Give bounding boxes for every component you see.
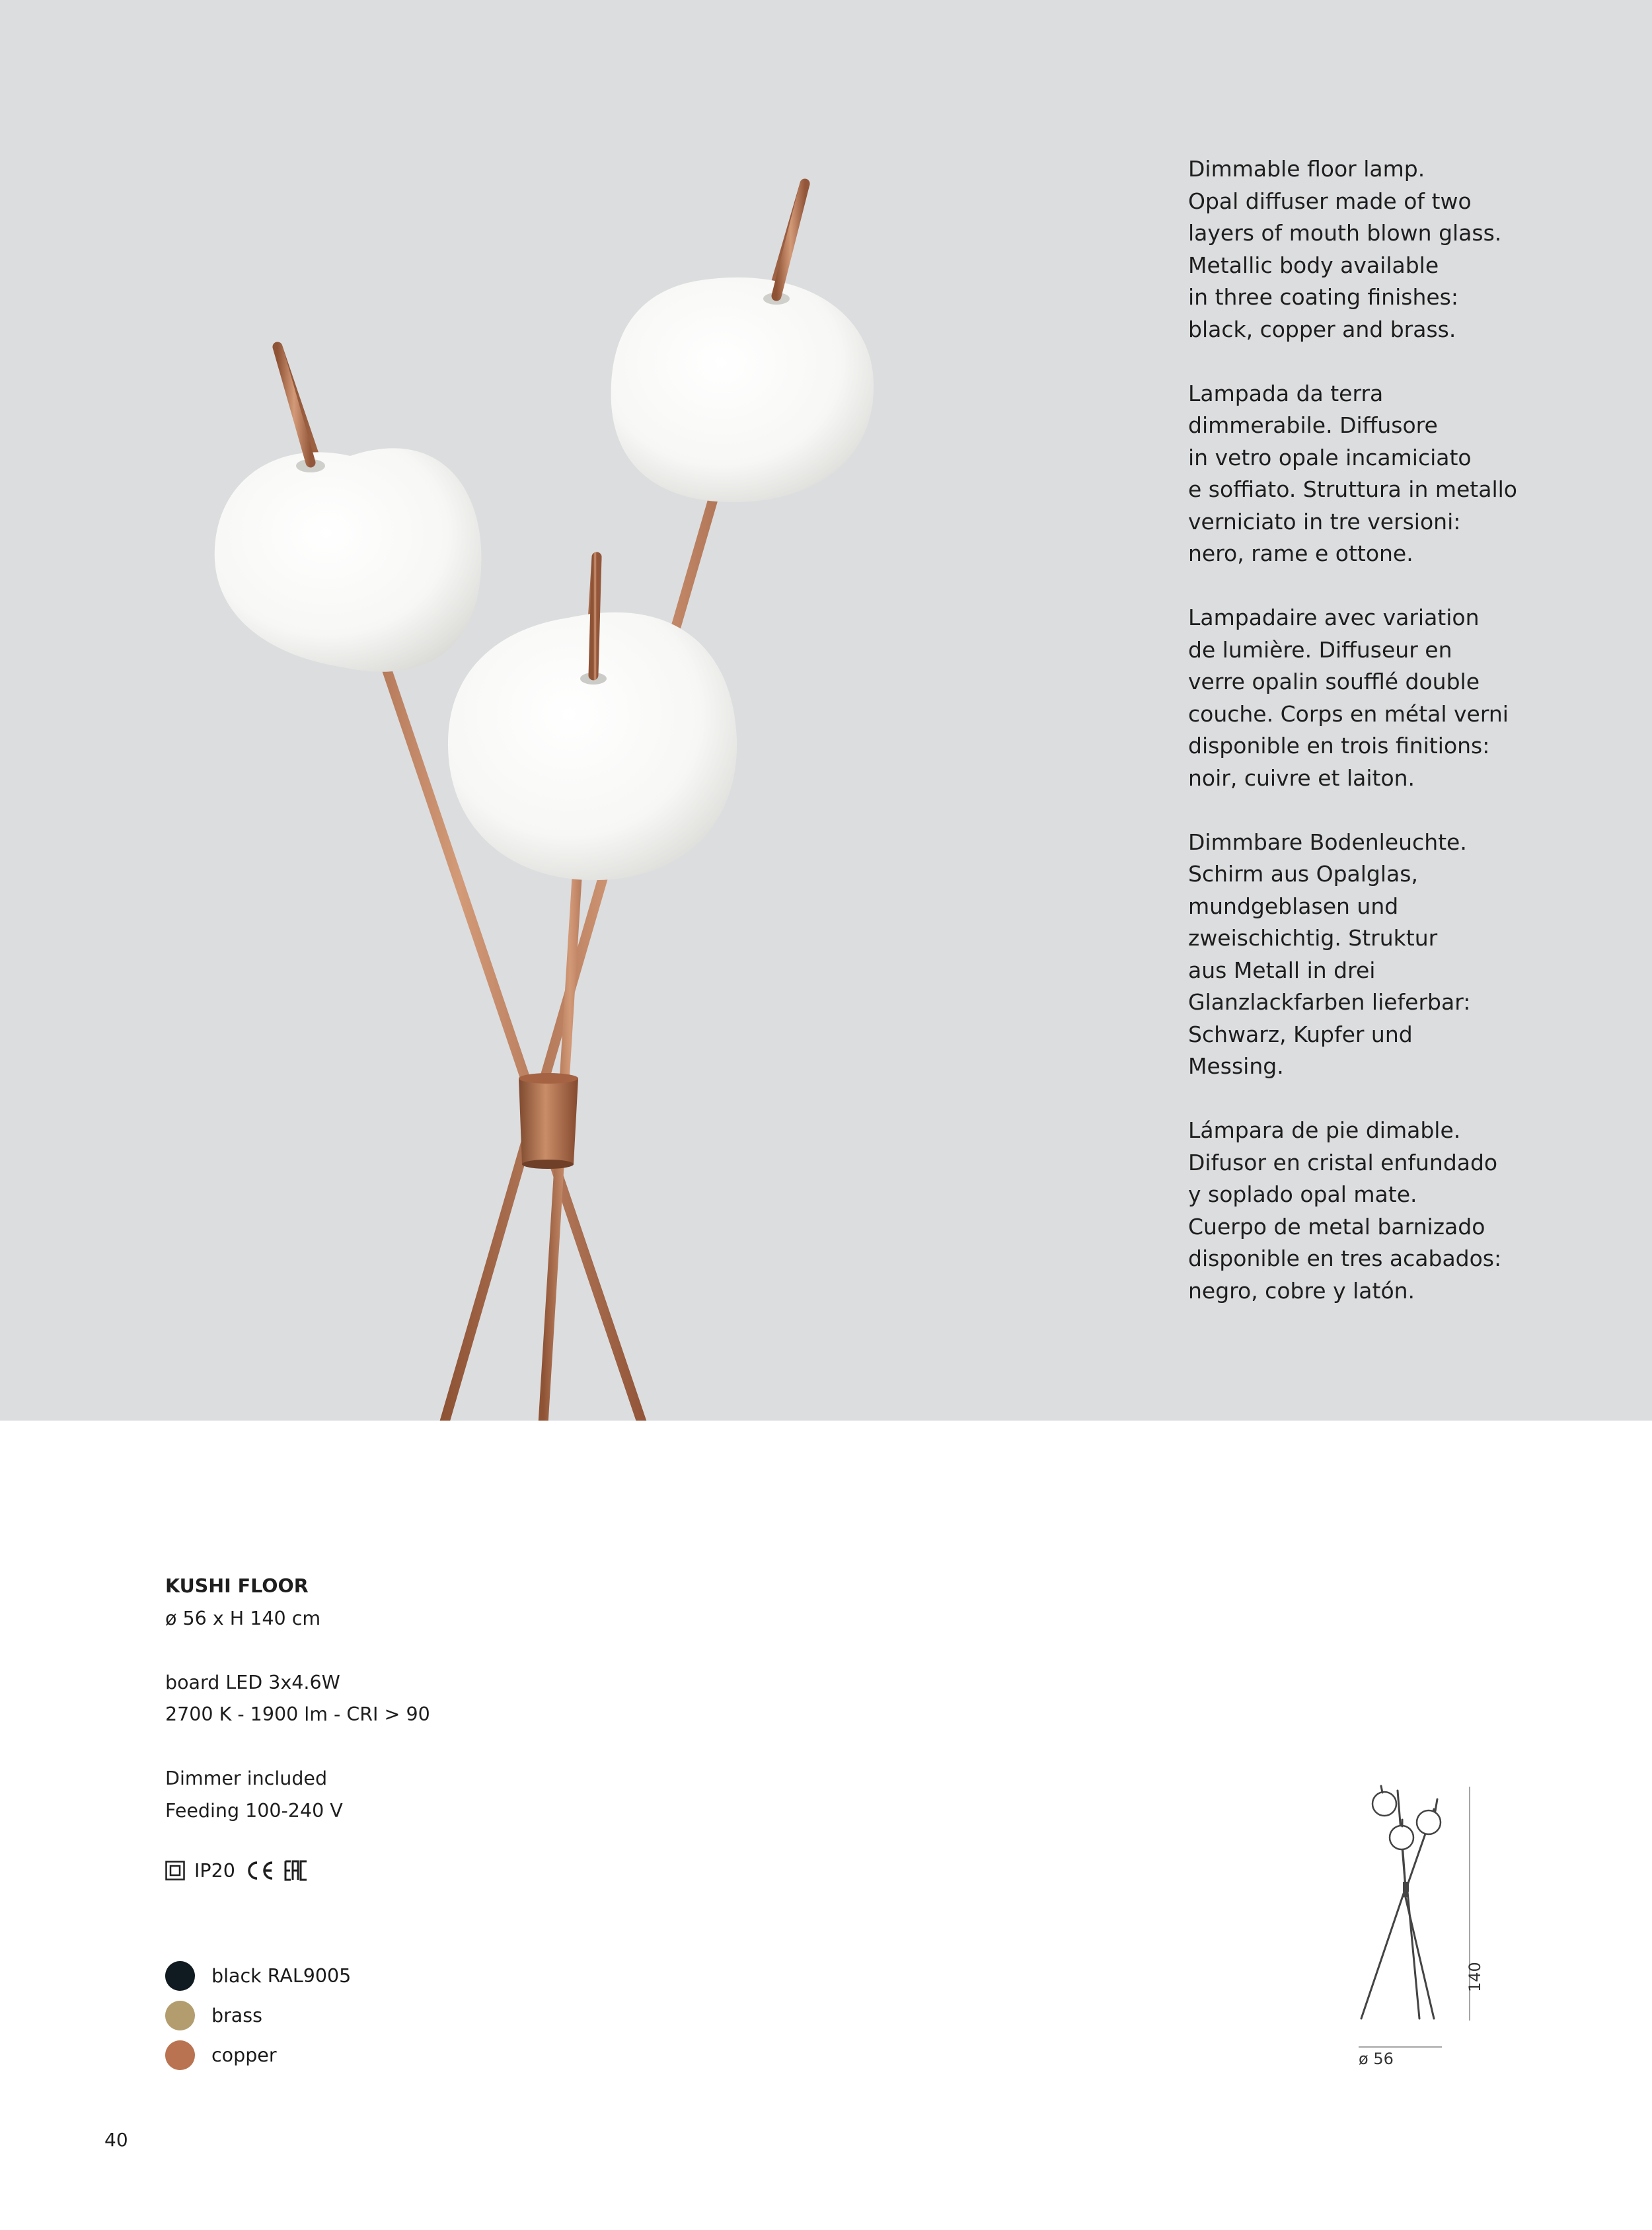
product-description (1188, 153, 1611, 1339)
product-dimensions: ø 56 x H 140 cm (165, 1607, 321, 1629)
description-french: Lampadaire avec variation de lumière. Diffuseur en verre opalin soufflé double couche. Corps en métal verni disponible en trois finitions: noir, cuivre et laiton. (1188, 605, 1509, 791)
light-source: board LED 3x4.6W (165, 1671, 340, 1693)
diameter-dimension-label: ø 56 (1359, 2050, 1394, 2068)
description-english: Dimmable floor lamp. Opal diffuser made of two layers of mouth blown glass. Metallic body available in three coating finishes: black, copper and brass. (1188, 156, 1502, 342)
lamp-joint-sleeve (519, 1073, 578, 1169)
finish-swatches (165, 1956, 351, 2075)
height-dimension-label: 140 (1466, 1962, 1484, 1992)
ip-rating: IP20 (194, 1859, 235, 1882)
black-swatch (165, 1961, 195, 1991)
finish-label: brass (211, 2004, 262, 2026)
class-ii-double-square-icon (165, 1861, 185, 1880)
glass-diffuser-right (611, 278, 874, 502)
finish-label: black RAL9005 (211, 1964, 352, 1987)
finish-copper (165, 2035, 351, 2075)
finish-label: copper (211, 2044, 277, 2066)
finish-brass (165, 1995, 351, 2035)
description-spanish: Lámpara de pie dimable. Difusor en cristal enfundado y soplado opal mate. Cuerpo de metal barnizado disponible en tres acabados: negro, cobre y latón. (1188, 1117, 1502, 1304)
description-german: Dimmbare Bodenleuchte. Schirm aus Opalglas, mundgeblasen und zweischichtig. Struktur aus Metall in drei Glanzlackfarben lieferbar: Schwarz, Kupfer und Messing. (1188, 829, 1471, 1079)
copper-swatch (165, 2040, 195, 2070)
finish-black (165, 1956, 351, 1995)
technical-drawing (1335, 1771, 1513, 2068)
certification-marks (165, 1854, 308, 1887)
dimmer-info: Dimmer included (165, 1767, 328, 1789)
product-name: KUSHI FLOOR (165, 1575, 309, 1597)
glass-diffuser-left (215, 448, 482, 671)
light-details: 2700 K - 1900 lm - CRI > 90 (165, 1703, 430, 1725)
brass-swatch (165, 2001, 195, 2030)
feeding-info: Feeding 100-240 V (165, 1799, 343, 1822)
ce-mark-icon (244, 1860, 275, 1881)
eac-mark-icon (284, 1860, 308, 1881)
product-specs (165, 1571, 760, 1827)
description-italian: Lampada da terra dimmerabile. Diffusore in vetro opale incamiciato e soffiato. Struttura in metallo verniciato in tre versioni: nero, rame e ottone. (1188, 380, 1517, 566)
page-number: 40 (104, 2129, 128, 2151)
